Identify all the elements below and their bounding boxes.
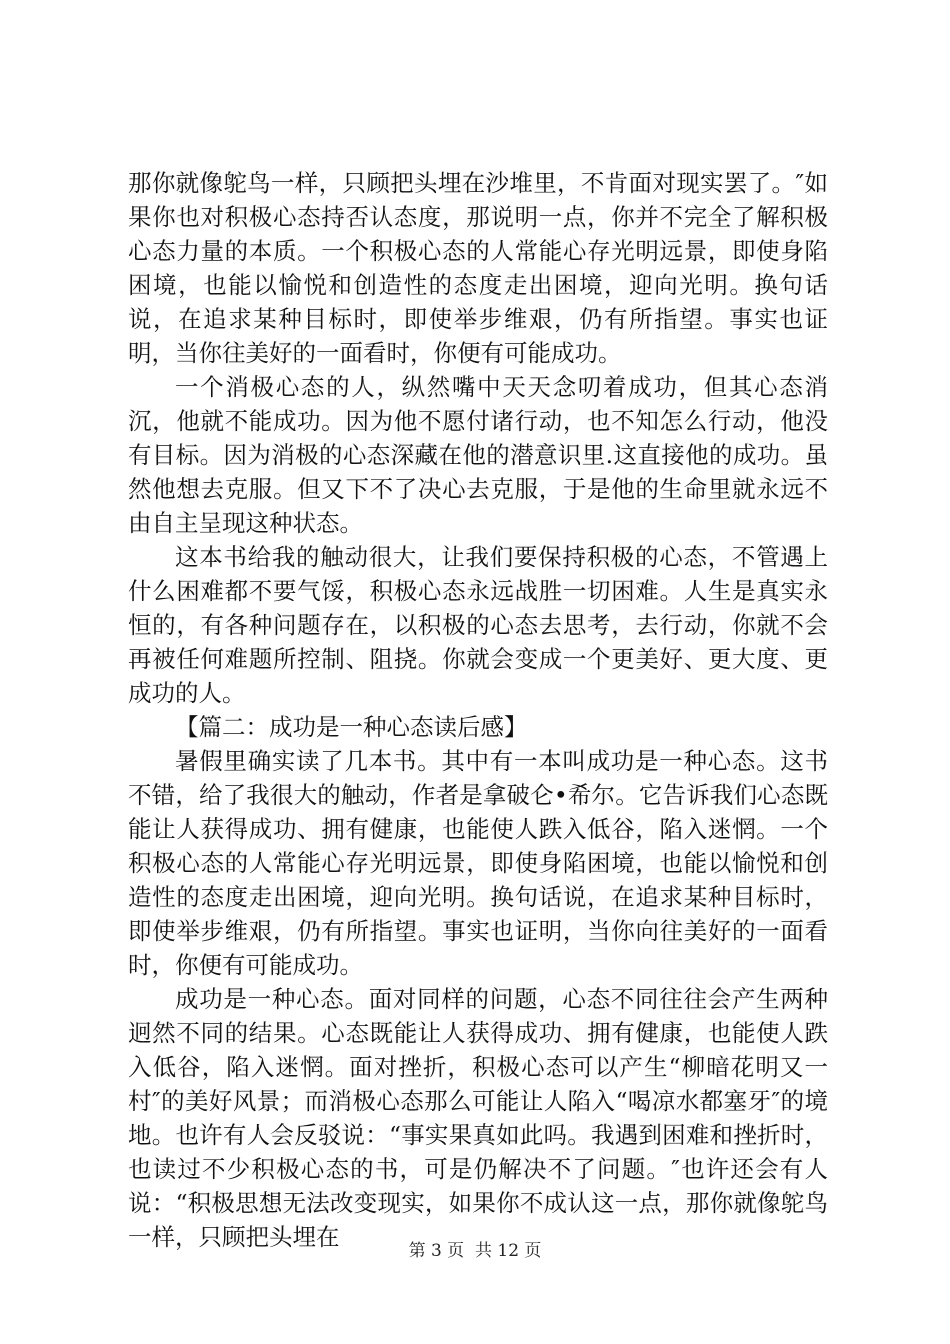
paragraph-5: 成功是一种心态。面对同样的问题，心态不同往往会产生两种迥然不同的结果。心态既能让人获得成功、拥有健康，也能使人跌入低谷，陷入迷惘。面对挫折，积极心态可以产生“柳暗花明又一村″的美好风景；而消极心态那么可能让人陷入“喝凉水都塞牙″的境地。也许有人会反驳说：“事实果真如此吗。我遇到困难和挫折时，也读过不少积极心态的书，可是仍解决不了问题。″也许还会有人说：“积极思想无法改变现实，如果你不成认这一点，那你就像鸵鸟一样，只顾把头埋在 xyxy=(128,985,828,1251)
paragraph-3: 这本书给我的触动很大，让我们要保持积极的心态，不管遇上什么困难都不要气馁，积极心态永远战胜一切困难。人生是真实永恒的，有各种问题存在，以积极的心态去思考，去行动，你就不会再被任何难题所控制、阻挠。你就会变成一个更美好、更大度、更成功的人。 xyxy=(128,543,828,707)
paragraph-2: 一个消极心态的人，纵然嘴中天天念叨着成功，但其心态消沉，他就不能成功。因为他不愿付诸行动，也不知怎么行动，他没有目标。因为消极的心态深藏在他的潜意识里.这直接他的成功。虽然他想去克服。但又下不了决心去克服，于是他的生命里就永远不由自主呈现这种状态。 xyxy=(128,373,828,537)
document-body xyxy=(128,166,828,1254)
page-footer xyxy=(0,1236,950,1261)
paragraph-1: 那你就像鸵鸟一样，只顾把头埋在沙堆里，不肯面对现实罢了。″如果你也对积极心态持否认态度，那说明一点，你并不完全了解积极心态力量的本质。一个积极心态的人常能心存光明远景，即使身陷困境，也能以愉悦和创造性的态度走出困境，迎向光明。换句话说，在追求某种目标时，即使举步维艰，仍有所指望。事实也证明，当你往美好的一面看时，你便有可能成功。 xyxy=(128,169,828,367)
paragraph-4: 暑假里确实读了几本书。其中有一本叫成功是一种心态。这书不错，给了我很大的触动，作者是拿破仑•希尔。它告诉我们心态既能让人获得成功、拥有健康，也能使人跌入低谷，陷入迷惘。一个积极心态的人常能心存光明远景，即使身陷困境，也能以愉悦和创造性的态度走出困境，迎向光明。换句话说，在追求某种目标时，即使举步维艰，仍有所指望。事实也证明，当你向往美好的一面看时，你便有可能成功。 xyxy=(128,747,828,979)
section-heading: 【篇二：成功是一种心态读后感】 xyxy=(175,713,528,741)
page-number: 第 3 页 共 12 页 xyxy=(408,1241,542,1261)
